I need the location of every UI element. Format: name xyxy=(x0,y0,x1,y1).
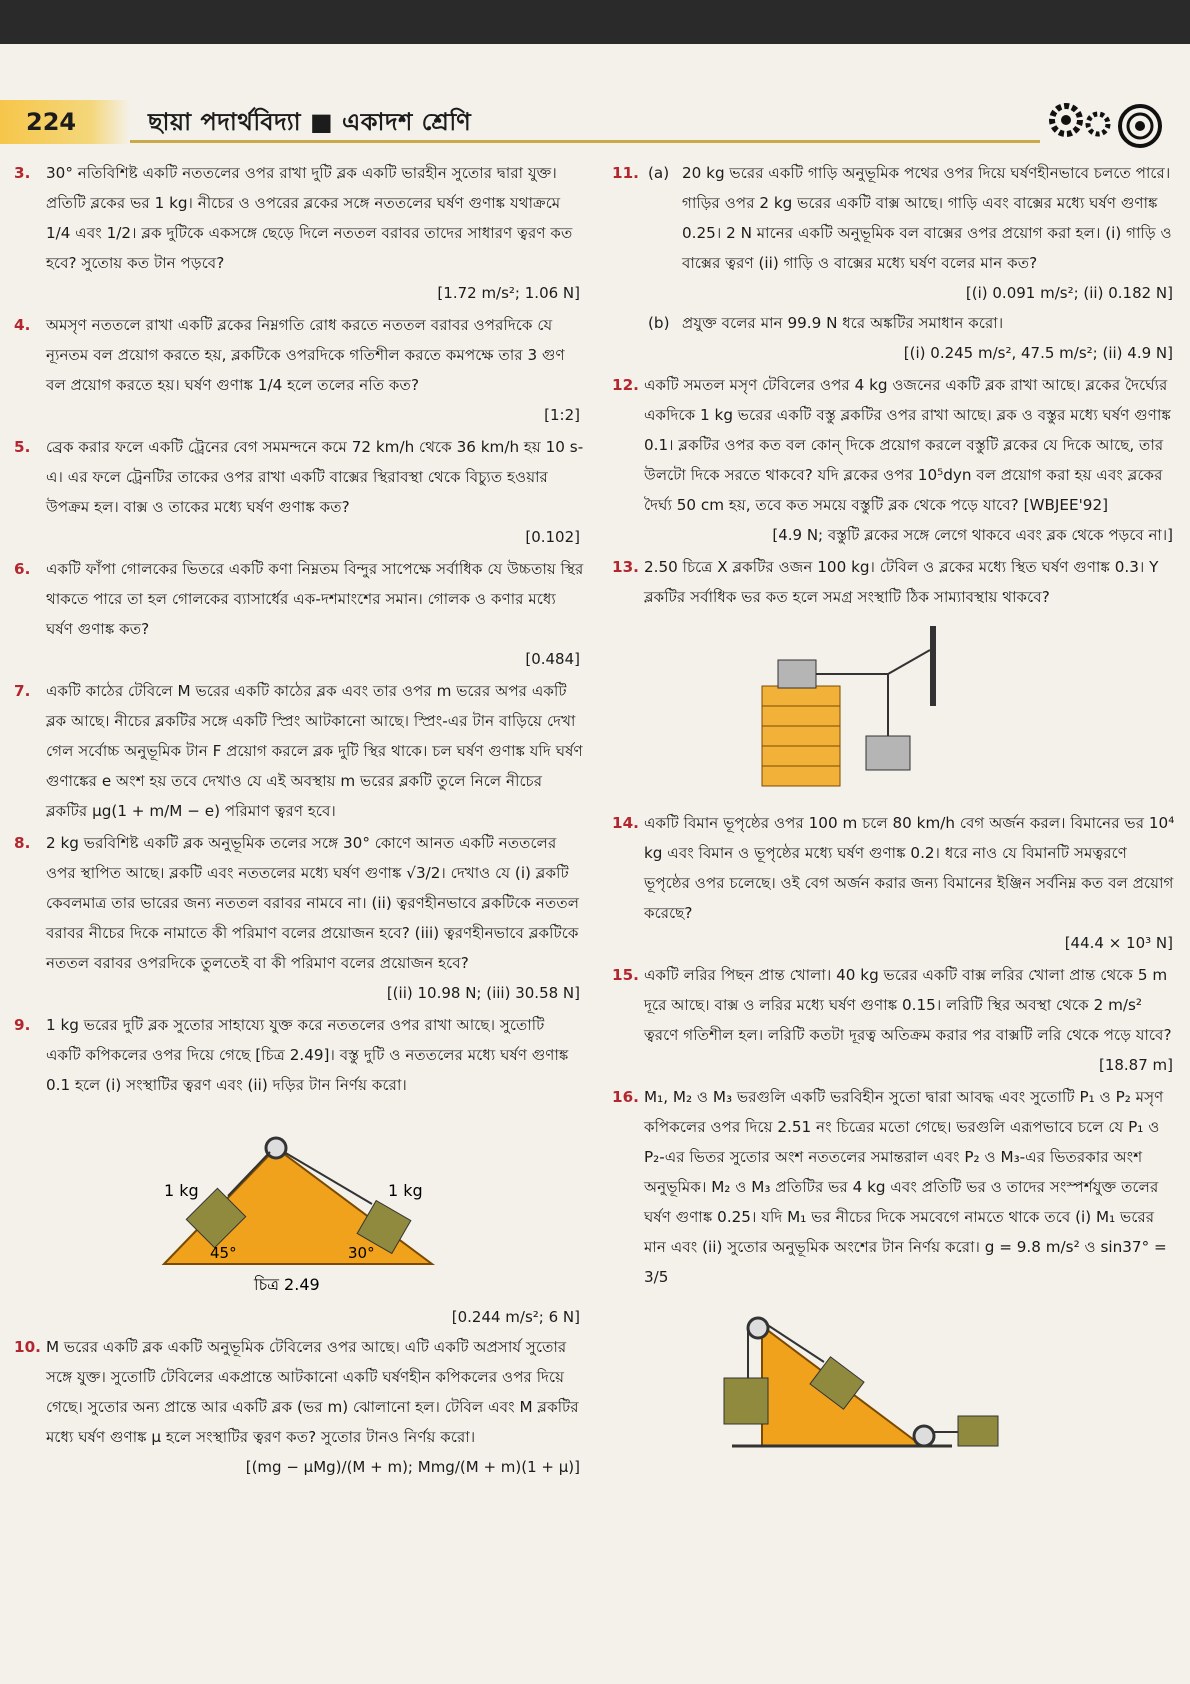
question-number: 15. xyxy=(612,966,639,984)
label-mass-left: 1 kg xyxy=(164,1181,199,1200)
left-column xyxy=(14,158,584,1484)
header-rule xyxy=(130,140,1040,143)
question-text: M ভরের একটি ব্লক একটি অনুভূমিক টেবিলের ওপর আছে। এটি একটি অপ্রসার্য সুতোর সঙ্গে যুক্ত। সুতোটি টেবিলের একপ্রান্তে আটকানো একটি ঘর্ষণহীন কপিকলের ওপর দিয়ে গেছে। সুতোর অন্য প্রান্তে আর একটি ব্লক (ভর m) ঝোলানো হল। টেবিল এবং M ব্লকটির মধ্যে ঘর্ষণ গুণাঙ্ক μ হলে সংস্থাটির ত্বরণ কত? সুতোর টানও নির্ণয় করো। xyxy=(46,1338,579,1446)
page-header xyxy=(0,100,1190,152)
question-7 xyxy=(14,676,584,826)
answer: [1:2] xyxy=(544,406,580,424)
question-number: 12. xyxy=(612,376,639,394)
question-6 xyxy=(14,554,584,674)
question-text: একটি লরির পিছন প্রান্ত খোলা। 40 kg ভরের একটি বাক্স লরির খোলা প্রান্ত থেকে 5 m দূরে আছে। বাক্স ও লরির মধ্যে ঘর্ষণ গুণাঙ্ক 0.15। লরিটি স্থির অবস্থা থেকে 2 m/s² ত্বরণে গতিশীল হল। লরিটি কতটা দূরত্ব অতিক্রম করার পর বাক্সটি লরি থেকে পড়ে যাবে? xyxy=(644,966,1172,1044)
figure-caption: চিত্র 2.49 xyxy=(254,1275,320,1294)
question-number: 10. xyxy=(14,1338,41,1356)
question-4 xyxy=(14,310,584,430)
answer: [(i) 0.091 m/s²; (ii) 0.182 N] xyxy=(965,284,1173,302)
answer: [0.102] xyxy=(525,528,580,546)
question-5 xyxy=(14,432,584,552)
question-text: 1 kg ভরের দুটি ব্লক সুতোর সাহায্যে যুক্ত করে নততলের ওপর রাখা আছে। সুতোটি একটি কপিকলের ওপর দিয়ে গেছে [চিত্র 2.49]। বস্তু দুটি ও নততলের মধ্যে ঘর্ষণ গুণাঙ্ক 0.1 হলে (i) সংস্থাটির ত্বরণ এবং (ii) দড়ির টান নির্ণয় করো। xyxy=(46,1016,569,1094)
question-number: 13. xyxy=(612,558,639,576)
right-column xyxy=(612,158,1177,1498)
answer: [4.9 N; বস্তুটি ব্লকের সঙ্গে লেগে থাকবে এবং ব্লক থেকে পড়বে না।] xyxy=(772,526,1173,544)
question-text: একটি ফাঁপা গোলকের ভিতরে একটি কণা নিম্নতম বিন্দুর সাপেক্ষে সর্বাধিক যে উচ্চতায় স্থির থাকতে পারে তা হল গোলকের ব্যাসার্ধের এক-দশমাংশের সমান। গোলক ও কণার মধ্যে ঘর্ষণ গুণাঙ্ক কত? xyxy=(46,560,584,638)
question-16 xyxy=(612,1082,1177,1292)
figure-2-49 xyxy=(14,1104,584,1300)
question-number: 14. xyxy=(612,814,639,832)
gear-logo-icon xyxy=(1040,98,1170,150)
answer: [(i) 0.245 m/s², 47.5 m/s²; (ii) 4.9 N] xyxy=(903,344,1173,362)
question-number: 8. xyxy=(14,834,31,852)
part-b xyxy=(644,308,1177,368)
question-text: একটি সমতল মসৃণ টেবিলের ওপর 4 kg ওজনের একটি ব্লক রাখা আছে। ব্লকের দৈর্ঘ্যের একদিকে 1 kg ভরের একটি বস্তু ব্লকটির ওপর রাখা আছে। ব্লক ও বস্তুর মধ্যে ঘর্ষণ গুণাঙ্ক 0.1। ব্লকটির ওপর কত বল কোন্ দিকে প্রয়োগ করলে বস্তুটি ব্লকের যে দিকে আছে, তার উলটো দিকে সরতে থাকবে? যদি ব্লকের ওপর 10⁵dyn বল প্রয়োগ করা হয় এবং ব্লকের দৈর্ঘ্য 50 cm হয়, তবে কত সময়ে বস্তুটি ব্লক থেকে পড়ে যাবে? [WBJEE'92] xyxy=(644,376,1171,514)
question-12 xyxy=(612,370,1177,550)
part-label: (a) xyxy=(648,164,670,182)
question-9 xyxy=(14,1010,584,1100)
question-number: 4. xyxy=(14,316,31,334)
label-angle-right: 30° xyxy=(348,1244,375,1262)
question-number: 6. xyxy=(14,560,31,578)
answer-question-9: [0.244 m/s²; 6 N] xyxy=(451,1308,580,1326)
figure-2-51 xyxy=(612,1296,1177,1496)
question-text: M₁, M₂ ও M₃ ভরগুলি একটি ভরবিহীন সুতো দ্বারা আবদ্ধ এবং সুতোটি P₁ ও P₂ মসৃণ কপিকলের ওপর দিয়ে 2.51 নং চিত্রের মতো গেছে। ভরগুলি এরূপভাবে চলে যে P₁ ও P₂-এর ভিতর সুতোর অংশ নততলের সমান্তরাল এবং P₂ ও M₃-এর ভিতরকার অংশ অনুভূমিক। M₂ ও M₃ প্রতিটির ভর 4 kg এবং প্রতিটি ভর ও তাদের সংস্পর্শযুক্ত তলের ঘর্ষণ গুণাঙ্ক 0.25। যদি M₁ ভর নীচের দিকে সমবেগে নামতে থাকে তবে (i) M₁ ভরের মান এবং (ii) সুতোর অনুভূমিক অংশের টান নির্ণয় করো। g = 9.8 m/s² ও sin37° = 3/5 xyxy=(644,1088,1167,1286)
question-8 xyxy=(14,828,584,1008)
question-number: 9. xyxy=(14,1016,31,1034)
part-a xyxy=(644,158,1177,308)
part-label: (b) xyxy=(648,314,670,332)
question-number: 11. xyxy=(612,164,639,182)
answer: [44.4 × 10³ N] xyxy=(1064,934,1173,952)
answer: [0.484] xyxy=(525,650,580,668)
part-text: 20 kg ভরের একটি গাড়ি অনুভূমিক পথের ওপর দিয়ে ঘর্ষণহীনভাবে চলতে পারে। গাড়ির ওপর 2 kg ভরের একটি বাক্স আছে। গাড়ি এবং বাক্সের মধ্যে ঘর্ষণ গুণাঙ্ক 0.25। 2 N মানের একটি অনুভূমিক বল বাক্সের ওপর প্রয়োগ করা হল। (i) গাড়ি ও বাক্সের ত্বরণ (ii) গাড়ি ও বাক্সের মধ্যে ঘর্ষণ বলের মান কত? xyxy=(682,164,1172,272)
question-number: 3. xyxy=(14,164,31,182)
question-number: 16. xyxy=(612,1088,639,1106)
label-mass-right: 1 kg xyxy=(388,1181,423,1200)
question-text: 30° নতিবিশিষ্ট একটি নততলের ওপর রাখা দুটি ব্লক একটি ভারহীন সুতোর দ্বারা যুক্ত। প্রতিটি ব্লকের ভর 1 kg। নীচের ও ওপরের ব্লকের সঙ্গে নততলের ঘর্ষণ গুণাঙ্ক যথাক্রমে 1/4 এবং 1/2। ব্লক দুটিকে একসঙ্গে ছেড়ে দিলে নততল বরাবর তাদের সাধারণ ত্বরণ কত হবে? সুতোয় কত টান পড়বে? xyxy=(46,164,573,272)
question-number: 7. xyxy=(14,682,31,700)
block-table-diagram xyxy=(612,616,1177,806)
part-text: প্রযুক্ত বলের মান 99.9 N ধরে অঙ্কটির সমাধান করো। xyxy=(682,314,1004,332)
answer: [1.72 m/s²; 1.06 N] xyxy=(437,284,580,302)
question-13 xyxy=(612,552,1177,612)
answer: [(ii) 10.98 N; (iii) 30.58 N] xyxy=(386,984,580,1002)
question-number: 5. xyxy=(14,438,31,456)
incline-double-diagram xyxy=(14,1104,584,1300)
running-title: ছায়া পদার্থবিদ্যা ■ একাদশ শ্রেণি xyxy=(148,108,472,136)
question-text: অমসৃণ নততলে রাখা একটি ব্লকের নিম্নগতি রোধ করতে নততল বরাবর ওপরদিকে যে ন্যূনতম বল প্রয়োগ করতে হয়, ব্লকটিকে ওপরদিকে গতিশীল করতে কমপক্ষে তার 3 গুণ বল প্রয়োগ করতে হয়। ঘর্ষণ গুণাঙ্ক 1/4 হলে তলের নতি কত? xyxy=(46,316,565,394)
question-text: একটি কাঠের টেবিলে M ভরের একটি কাঠের ব্লক এবং তার ওপর m ভরের অপর একটি ব্লক আছে। নীচের ব্লকটির সঙ্গে একটি স্প্রিং আটকানো আছে। স্প্রিং-এর টান বাড়িয়ে দেখা গেল সর্বোচ্চ অনুভূমিক টান F প্রয়োগ করলে ব্লক দুটি স্থির থাকে। চল ঘর্ষণ গুণাঙ্ক যদি ঘর্ষণ গুণাঙ্কের e অংশ হয় তবে দেখাও যে এই অবস্থায় m ভরের ব্লকটি তুলে নিলে নীচের ব্লকটির μg(1 + m/M − e) পরিমাণ ত্বরণ হবে। xyxy=(46,682,583,820)
question-3 xyxy=(14,158,584,308)
question-text: 2 kg ভরবিশিষ্ট একটি ব্লক অনুভূমিক তলের সঙ্গে 30° কোণে আনত একটি নততলের ওপর স্থাপিত আছে। ব্লকটি এবং নততলের মধ্যে ঘর্ষণ গুণাঙ্ক √3/2। দেখাও যে (i) ব্লকটি কেবলমাত্র তার ভারের জন্য নততল বরাবর নামবে না। (ii) ত্বরণহীনভাবে ব্লকটিকে নততল বরাবর নীচের দিকে নামাতে কী পরিমাণ বলের প্রয়োজন হবে? (iii) ত্বরণহীনভাবে ব্লকটিকে নততল বরাবর ওপরদিকে তুলতেই বা কী পরিমাণ বলের প্রয়োজন হবে? xyxy=(46,834,580,972)
question-10 xyxy=(14,1332,584,1482)
answer: [18.87 m] xyxy=(1098,1056,1173,1074)
question-15 xyxy=(612,960,1177,1080)
answer: [(mg − μMg)/(M + m); Mmg/(M + m)(1 + μ)] xyxy=(245,1458,580,1476)
page-number: 224 xyxy=(0,100,130,144)
question-text: ব্রেক করার ফলে একটি ট্রেনের বেগ সমমন্দনে কমে 72 km/h থেকে 36 km/h হয় 10 s-এ। এর ফলে ট্রেনটির তাকের ওপর রাখা একটি বাক্সের স্থিরাবস্থা থেকে বিচ্যুত হওয়ার উপক্রম হল। বাক্স ও তাকের মধ্যে ঘর্ষণ গুণাঙ্ক কত? xyxy=(46,438,584,516)
pulley-incline-diagram xyxy=(612,1296,1177,1496)
figure-2-50 xyxy=(612,616,1177,806)
question-14 xyxy=(612,808,1177,958)
label-angle-left: 45° xyxy=(210,1244,237,1262)
question-text: 2.50 চিত্রে X ব্লকটির ওজন 100 kg। টেবিল ও ব্লকের মধ্যে স্থিত ঘর্ষণ গুণাঙ্ক 0.3। Y ব্লকটির সর্বাধিক ভর কত হলে সমগ্র সংস্থাটি ঠিক সাম্যাবস্থায় থাকবে? xyxy=(644,558,1159,606)
question-11 xyxy=(612,158,1177,368)
question-text: একটি বিমান ভূপৃষ্ঠের ওপর 100 m চলে 80 km/h বেগ অর্জন করল। বিমানের ভর 10⁴ kg এবং বিমান ও ভূপৃষ্ঠের মধ্যে ঘর্ষণ গুণাঙ্ক 0.2। ধরে নাও যে বিমানটি সমত্বরণে ভূপৃষ্ঠের ওপর চলেছে। ওই বেগ অর্জন করার জন্য বিমানের ইঞ্জিন সর্বনিম্ন কত বল প্রয়োগ করেছে? xyxy=(644,814,1175,922)
